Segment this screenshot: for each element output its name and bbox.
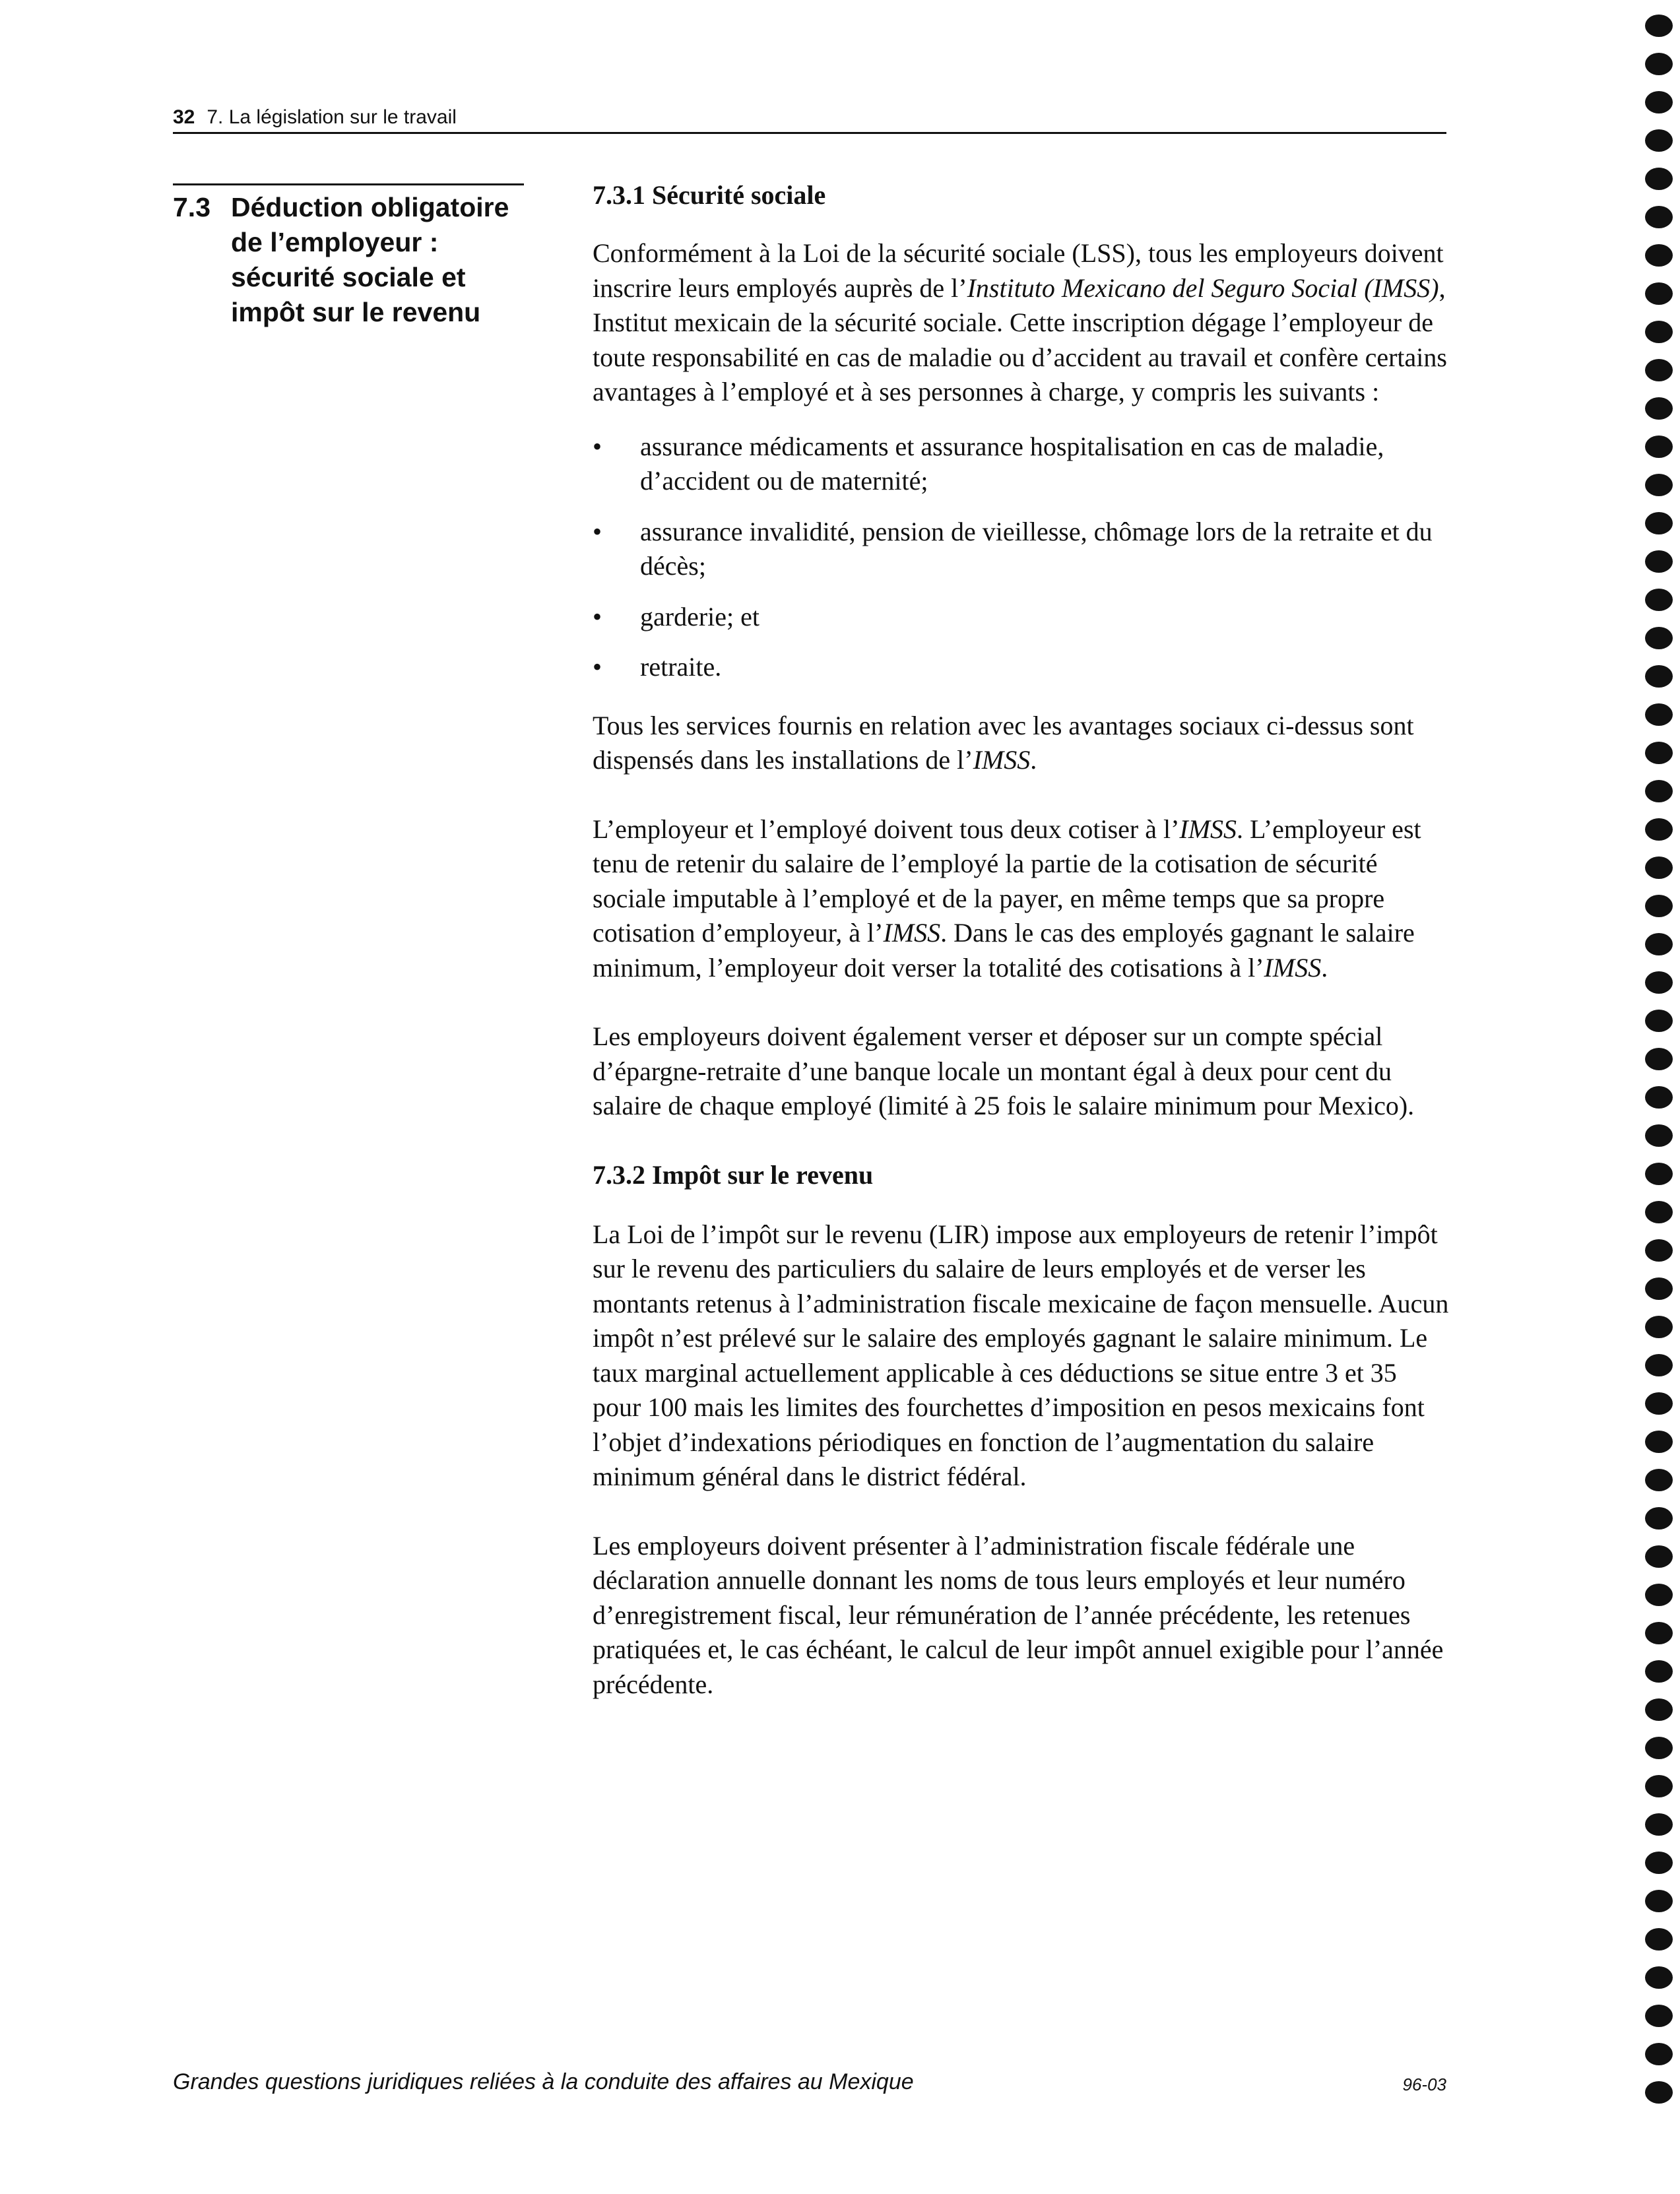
binding-hole-icon <box>1645 1928 1673 1951</box>
binding-hole-icon <box>1645 665 1673 688</box>
list-item-text: retraite. <box>640 652 722 682</box>
binding-hole-icon <box>1645 1277 1673 1300</box>
binding-hole-icon <box>1645 818 1673 841</box>
binding-hole-icon <box>1645 1392 1673 1415</box>
binding-hole-icon <box>1645 1086 1673 1109</box>
binding-hole-icon <box>1645 971 1673 994</box>
binding-hole-icon <box>1645 1584 1673 1606</box>
binding-hole-icon <box>1645 550 1673 573</box>
binding-hole-icon <box>1645 1431 1673 1453</box>
binding-hole-icon <box>1645 1813 1673 1836</box>
section-heading <box>173 190 542 330</box>
list-item-text: garderie; et <box>640 601 759 631</box>
list-item <box>593 600 1450 635</box>
paragraph-contributions <box>593 812 1450 986</box>
binding-hole-icon <box>1645 895 1673 917</box>
binding-hole-icon <box>1645 1354 1673 1376</box>
binding-hole-icon <box>1645 1239 1673 1262</box>
paragraph-retirement-savings: Les employeurs doivent également verser et déposer sur un compte spécial d’épargne-retraite d’une banque locale un montant égal à deux pour cent du salaire de chaque employé (limité à 25 fois le salaire minimum pour Mexico). <box>593 1021 1415 1120</box>
subsection-title-social-security: 7.3.1 Sécurité sociale <box>593 180 826 210</box>
binding-hole-icon <box>1645 1775 1673 1797</box>
binding-hole-icon <box>1645 1201 1673 1223</box>
text-segment: L’employeur et l’employé doivent tous deux cotiser à l’ <box>593 814 1180 844</box>
paragraph-lss-pre: Conformément à la Loi de la sécurité sociale (LSS), tous les employeurs doivent inscrire leurs employés auprès de l’ <box>593 238 1444 303</box>
paragraph-services-post: . <box>1030 745 1037 775</box>
binding-hole-icon <box>1645 1737 1673 1759</box>
text-segment: . Dans le cas des employés gagnant le salaire minimum, l’employeur doit verser la totalité des cotisations à l’ <box>593 918 1415 983</box>
list-item-text: assurance médicaments et assurance hospitalisation en cas de maladie, d’accident ou de maternité; <box>640 431 1384 496</box>
binding-hole-icon <box>1645 1124 1673 1147</box>
list-item <box>593 650 1450 685</box>
binding-hole-icon <box>1645 321 1673 343</box>
imss-abbr: IMSS <box>973 745 1031 775</box>
imss-abbr: IMSS <box>1264 952 1322 983</box>
binding-hole-icon <box>1645 1010 1673 1032</box>
binding-hole-icon <box>1645 2081 1673 2104</box>
binding-hole-icon <box>1645 1622 1673 1644</box>
binding-hole-icon <box>1645 129 1673 152</box>
binding-hole-icon <box>1645 474 1673 496</box>
binding-holes <box>1645 0 1680 2194</box>
binding-hole-icon <box>1645 512 1673 534</box>
sidebar-rule <box>173 183 524 185</box>
text-segment: . <box>1321 952 1328 983</box>
binding-hole-icon <box>1645 206 1673 228</box>
binding-hole-icon <box>1645 397 1673 420</box>
running-footer <box>173 2067 1446 2096</box>
imss-abbr: IMSS <box>883 918 941 948</box>
list-item-text: assurance invalidité, pension de vieillesse, chômage lors de la retraite et du décès; <box>640 516 1433 581</box>
binding-hole-icon <box>1645 1966 1673 1989</box>
imss-name: Instituto Mexicano del Seguro Social (IMSS) <box>967 273 1439 303</box>
paragraph-services-pre: Tous les services fournis en relation avec les avantages sociaux ci-dessus sont dispensés dans les installations de l’ <box>593 710 1414 775</box>
binding-hole-icon <box>1645 627 1673 649</box>
binding-hole-icon <box>1645 1507 1673 1530</box>
binding-hole-icon <box>1645 1163 1673 1185</box>
binding-hole-icon <box>1645 15 1673 37</box>
binding-hole-icon <box>1645 1316 1673 1338</box>
bullet: • <box>593 431 602 461</box>
binding-hole-icon <box>1645 1852 1673 1874</box>
main-content <box>593 178 1450 1702</box>
paragraph-services <box>593 709 1450 778</box>
binding-hole-icon <box>1645 742 1673 764</box>
running-header <box>173 104 1446 131</box>
list-item <box>593 515 1450 584</box>
footer-title: Grandes questions juridiques reliées à la conduite des affaires au Mexique <box>173 2069 914 2094</box>
binding-hole-icon <box>1645 436 1673 458</box>
binding-hole-icon <box>1645 282 1673 305</box>
subsection-title-income-tax: 7.3.2 Impôt sur le revenu <box>593 1159 874 1190</box>
paragraph-lir: La Loi de l’impôt sur le revenu (LIR) impose aux employeurs de retenir l’impôt sur le revenu des particuliers du salaire de leurs employés et de verser les montants retenus à l’administration fiscale mexicaine de façon mensuelle. Aucun impôt n’est prélevé sur le salaire des employés gagnant le salaire minimum. Le taux marginal actuellement applicable à ces déductions se situe entre 3 et 35 pour 100 mais les limites des fourchettes d’imposition en pesos mexicains font l’objet d’indexations périodiques en fonction de l’augmentation du salaire minimum général dans le district fédéral. <box>593 1219 1449 1491</box>
section-number: 7.3 <box>173 192 210 222</box>
paragraph-lss-post: , Institut mexicain de la sécurité sociale. Cette inscription dégage l’employeur de toute responsabilité en cas de maladie ou d’accident au travail et confère certains avantages à l’employé et à ses personnes à charge, y compris les suivants : <box>593 273 1447 406</box>
bullet: • <box>593 601 602 631</box>
header-rule <box>173 132 1446 134</box>
binding-hole-icon <box>1645 53 1673 75</box>
binding-hole-icon <box>1645 1469 1673 1491</box>
binding-hole-icon <box>1645 1048 1673 1070</box>
binding-hole-icon <box>1645 1545 1673 1568</box>
text-segment: . L’employeur est tenu de retenir du salaire de l’employé la partie de la cotisation de sécurité sociale imputable à l’employé et de la payer, en même temps que sa propre cotisation d’employeur, à l’ <box>593 814 1421 948</box>
page-number: 32 <box>173 106 195 128</box>
binding-hole-icon <box>1645 1660 1673 1683</box>
binding-hole-icon <box>1645 91 1673 113</box>
section-title: Déduction obligatoire de l’employeur : sécurité sociale et impôt sur le revenu <box>231 192 509 327</box>
binding-hole-icon <box>1645 1890 1673 1912</box>
paragraph-annual-declaration: Les employeurs doivent présenter à l’administration fiscale fédérale une déclaration annuelle donnant les noms de tous leurs employés et leur numéro d’enregistrement fiscal, leur rémunération de l’année précédente, les retenues pratiquées et, le cas échéant, le calcul de leur impôt annuel exigible pour l’année précédente. <box>593 1530 1444 1699</box>
binding-hole-icon <box>1645 359 1673 381</box>
bullet: • <box>593 652 602 682</box>
chapter-title: 7. La législation sur le travail <box>207 106 457 128</box>
binding-hole-icon <box>1645 589 1673 611</box>
footer-code: 96-03 <box>1402 2075 1446 2094</box>
list-item <box>593 430 1450 499</box>
paragraph-lss <box>593 236 1450 410</box>
benefits-list <box>593 430 1450 685</box>
binding-hole-icon <box>1645 703 1673 726</box>
binding-hole-icon <box>1645 168 1673 190</box>
binding-hole-icon <box>1645 856 1673 879</box>
binding-hole-icon <box>1645 2005 1673 2027</box>
binding-hole-icon <box>1645 244 1673 267</box>
bullet: • <box>593 516 602 546</box>
binding-hole-icon <box>1645 780 1673 802</box>
binding-hole-icon <box>1645 933 1673 955</box>
binding-hole-icon <box>1645 1698 1673 1721</box>
binding-hole-icon <box>1645 2043 1673 2065</box>
imss-abbr: IMSS <box>1179 814 1237 844</box>
